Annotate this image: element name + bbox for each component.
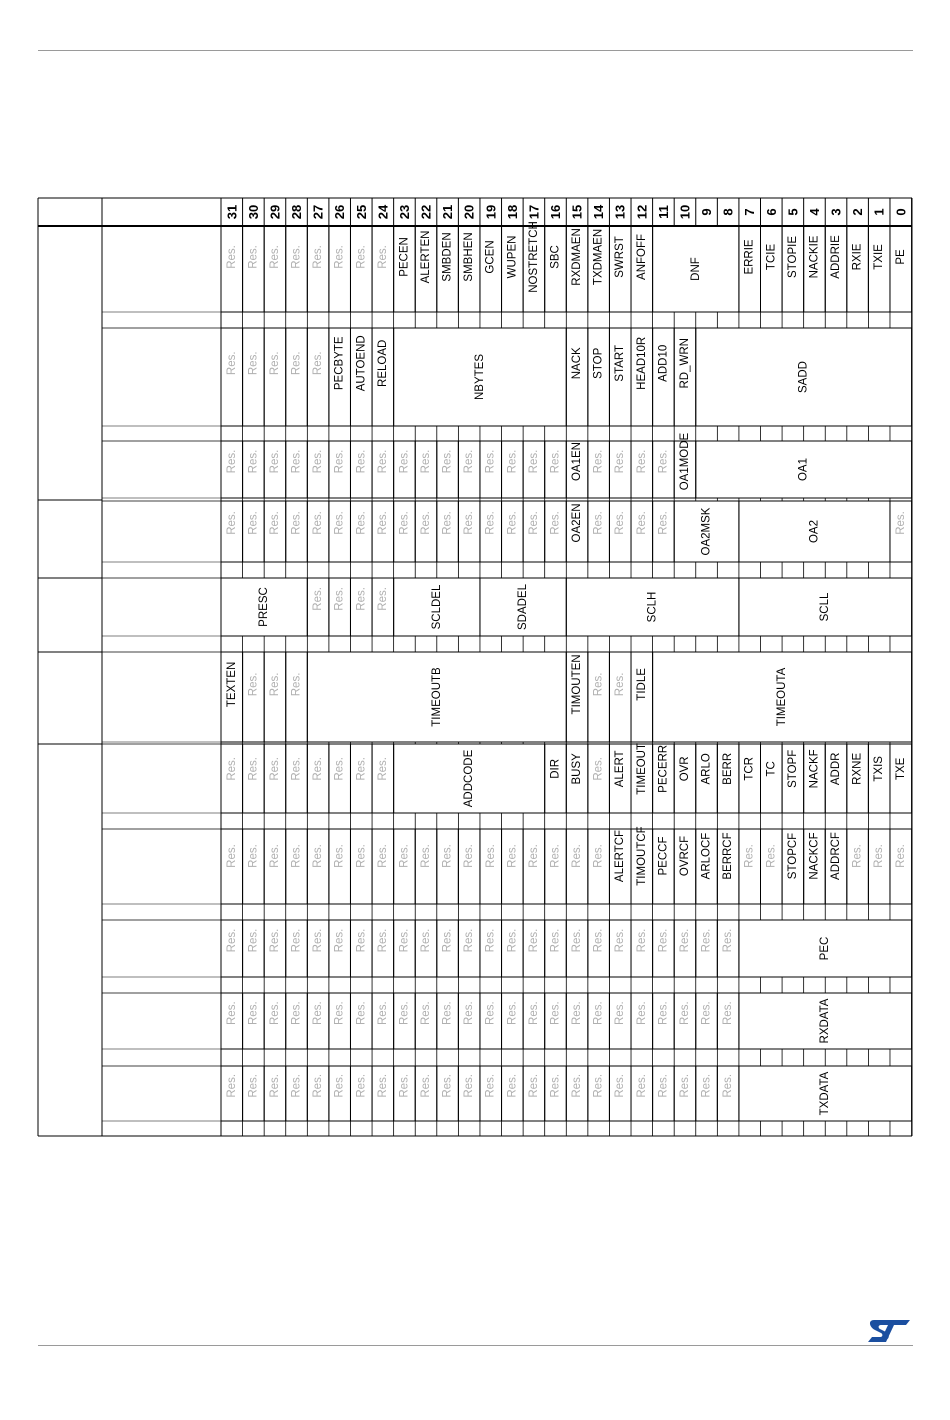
- reserved-label: Res.: [549, 928, 562, 953]
- field-label: AUTOEND: [355, 335, 368, 392]
- field-label: PRESC: [258, 587, 271, 627]
- reserved-label: Res.: [355, 587, 368, 611]
- bit-number: 22: [418, 204, 434, 220]
- bit-number: 14: [591, 204, 607, 220]
- reserved-label: Res.: [333, 928, 346, 953]
- reserved-label: Res.: [333, 245, 346, 269]
- reserved-label: Res.: [571, 1073, 584, 1098]
- reserved-label: Res.: [312, 1001, 325, 1025]
- reserved-field-cell: [307, 328, 329, 426]
- reserved-label: Res.: [549, 1001, 562, 1025]
- bottom-rule: [38, 1345, 913, 1346]
- field-cell: [890, 226, 912, 312]
- reserved-label: Res.: [722, 1073, 735, 1098]
- reserved-label: Res.: [441, 1001, 454, 1025]
- reserved-label: Res.: [722, 1001, 735, 1025]
- reserved-label: Res.: [549, 844, 562, 868]
- bit-number: 13: [612, 204, 628, 220]
- bit-number: 29: [267, 204, 283, 220]
- reserved-label: Res.: [700, 1001, 713, 1025]
- reserved-label: Res.: [225, 928, 238, 953]
- reserved-label: Res.: [376, 511, 389, 535]
- field-label: SDADEL: [517, 583, 530, 631]
- reserved-label: Res.: [722, 928, 735, 953]
- field-label: RD_WRN: [678, 338, 691, 389]
- reserved-label: Res.: [290, 245, 303, 269]
- reserved-label: Res.: [420, 1073, 433, 1098]
- bit-number: 11: [655, 205, 671, 219]
- reserved-label: Res.: [657, 449, 670, 474]
- reserved-label: Res.: [225, 245, 238, 269]
- field-label: ANFOFF: [635, 233, 648, 280]
- field-label: OA2MSK: [700, 507, 713, 556]
- field-label: PE: [894, 249, 907, 265]
- field-label: SADD: [797, 361, 810, 393]
- reserved-label: Res.: [592, 757, 605, 781]
- reserved-label: Res.: [290, 511, 303, 535]
- bit-number: 1: [871, 208, 887, 216]
- field-label: RXIE: [851, 243, 864, 271]
- reserved-label: Res.: [441, 844, 454, 868]
- reserved-label: Res.: [376, 245, 389, 269]
- bit-number: 7: [742, 208, 758, 216]
- reserved-field-cell: [243, 328, 265, 426]
- reserved-label: Res.: [614, 511, 627, 535]
- field-label: PEC: [819, 936, 832, 961]
- reserved-label: Res.: [268, 1001, 281, 1025]
- bit-number: 19: [483, 204, 499, 220]
- reserved-label: Res.: [420, 449, 433, 474]
- reserved-label: Res.: [355, 928, 368, 953]
- reserved-label: Res.: [376, 844, 389, 868]
- bit-number: 6: [763, 208, 779, 216]
- field-label: SWRST: [614, 236, 627, 278]
- reserved-label: Res.: [420, 928, 433, 953]
- field-label: TIMOUTEN: [571, 654, 584, 715]
- bit-number: 31: [224, 204, 240, 220]
- reserved-label: Res.: [463, 844, 476, 868]
- register-row-cr1: [221, 221, 912, 312]
- reserved-label: Res.: [420, 844, 433, 868]
- reserved-label: Res.: [247, 1001, 260, 1025]
- reserved-label: Res.: [312, 351, 325, 376]
- reserved-label: Res.: [247, 672, 260, 697]
- bit-number: 20: [461, 204, 477, 220]
- field-label: ARLOCF: [700, 832, 713, 880]
- reserved-label: Res.: [614, 672, 627, 697]
- bit-number: 18: [504, 204, 520, 220]
- reserved-label: Res.: [506, 511, 519, 535]
- register-row-timingr: [221, 578, 912, 636]
- bit-number: 23: [396, 204, 412, 220]
- reserved-label: Res.: [225, 511, 238, 535]
- register-row-isr: [221, 743, 912, 813]
- st-logo-icon: [866, 1316, 912, 1344]
- reserved-label: Res.: [441, 511, 454, 535]
- field-label: TXDATA: [819, 1071, 832, 1116]
- field-label: BUSY: [571, 753, 584, 785]
- reserved-label: Res.: [592, 928, 605, 953]
- reserved-label: Res.: [290, 1001, 303, 1025]
- field-label: ADDR: [830, 752, 843, 786]
- reserved-label: Res.: [312, 449, 325, 474]
- reserved-label: Res.: [635, 449, 648, 474]
- reserved-label: Res.: [268, 928, 281, 953]
- reserved-label: Res.: [355, 1073, 368, 1098]
- field-label: NACKF: [808, 749, 821, 789]
- bit-number: 27: [310, 204, 326, 220]
- reserved-label: Res.: [290, 672, 303, 697]
- register-row-cr2: [221, 328, 912, 426]
- reserved-field-cell: [221, 328, 243, 426]
- field-label: SCLH: [646, 591, 659, 623]
- field-label: PECBYTE: [333, 336, 346, 391]
- bit-number: 16: [547, 204, 563, 220]
- field-label: ARLO: [700, 753, 713, 785]
- reserved-label: Res.: [333, 757, 346, 781]
- field-label: HEAD10R: [635, 336, 648, 390]
- reserved-label: Res.: [592, 1001, 605, 1025]
- bit-number: 3: [828, 208, 844, 216]
- bit-number: 9: [699, 208, 715, 216]
- reserved-label: Res.: [657, 511, 670, 535]
- field-label: SBC: [549, 245, 562, 269]
- field-label: TCR: [743, 757, 756, 781]
- reserved-label: Res.: [527, 844, 540, 868]
- reserved-label: Res.: [635, 928, 648, 953]
- reserved-label: Res.: [506, 449, 519, 474]
- bit-number: 25: [353, 204, 369, 220]
- reserved-label: Res.: [247, 245, 260, 269]
- reserved-label: Res.: [700, 928, 713, 953]
- field-label: OA2: [808, 519, 821, 544]
- reserved-label: Res.: [549, 449, 562, 474]
- register-row-icr: [221, 826, 912, 904]
- reserved-label: Res.: [484, 928, 497, 953]
- reserved-label: Res.: [614, 449, 627, 474]
- field-label: TIMOUTCF: [635, 826, 648, 886]
- reserved-label: Res.: [420, 511, 433, 535]
- field-label: TEXTEN: [225, 661, 238, 708]
- reserved-label: Res.: [225, 1073, 238, 1098]
- reserved-label: Res.: [484, 1001, 497, 1025]
- reserved-label: Res.: [441, 1073, 454, 1098]
- reserved-label: Res.: [635, 1073, 648, 1098]
- reserved-label: Res.: [851, 844, 864, 868]
- field-label: TCIE: [765, 243, 778, 271]
- bit-number: 28: [289, 204, 305, 220]
- field-label: STOP: [592, 347, 605, 379]
- field-label: RXNE: [851, 752, 864, 785]
- bit-number: 30: [245, 204, 261, 220]
- reserved-label: Res.: [657, 1073, 670, 1098]
- field-label: OA1MODE: [678, 432, 691, 491]
- field-label: PECERR: [657, 744, 670, 793]
- reserved-label: Res.: [247, 449, 260, 474]
- register-row-pecr: [221, 920, 912, 977]
- reserved-label: Res.: [376, 1073, 389, 1098]
- field-cell: [761, 744, 783, 813]
- reserved-label: Res.: [225, 1001, 238, 1025]
- reserved-label: Res.: [420, 1001, 433, 1025]
- reserved-label: Res.: [290, 1073, 303, 1098]
- reserved-label: Res.: [635, 1001, 648, 1025]
- reserved-label: Res.: [484, 449, 497, 474]
- reserved-label: Res.: [657, 1001, 670, 1025]
- field-label: OVRCF: [678, 835, 691, 877]
- reserved-label: Res.: [290, 351, 303, 376]
- reserved-label: Res.: [290, 757, 303, 781]
- reserved-label: Res.: [398, 511, 411, 535]
- reserved-label: Res.: [268, 449, 281, 474]
- field-label: OA1EN: [571, 442, 584, 482]
- bit-number: 2: [850, 208, 866, 216]
- reserved-label: Res.: [247, 844, 260, 868]
- reserved-label: Res.: [312, 587, 325, 611]
- field-label: PECCF: [657, 836, 670, 876]
- field-label: STOPIE: [786, 235, 799, 278]
- reserved-label: Res.: [700, 1073, 713, 1098]
- reserved-label: Res.: [376, 587, 389, 611]
- register-row-txdr: [221, 1066, 912, 1121]
- bit-number: 5: [785, 208, 801, 216]
- field-label: DIR: [549, 758, 562, 779]
- reserved-label: Res.: [355, 511, 368, 535]
- reserved-label: Res.: [592, 672, 605, 697]
- reserved-label: Res.: [398, 1001, 411, 1025]
- reserved-label: Res.: [355, 449, 368, 474]
- reserved-label: Res.: [333, 1073, 346, 1098]
- reserved-label: Res.: [333, 587, 346, 611]
- bit-number: 8: [720, 208, 736, 216]
- reserved-label: Res.: [527, 928, 540, 953]
- reserved-label: Res.: [376, 757, 389, 781]
- field-label: SCLDEL: [430, 584, 443, 630]
- reserved-label: Res.: [571, 1001, 584, 1025]
- bit-number: 10: [677, 204, 693, 220]
- reserved-label: Res.: [873, 844, 886, 868]
- reserved-label: Res.: [268, 511, 281, 535]
- reserved-label: Res.: [894, 511, 907, 535]
- field-label: ERRIE: [743, 239, 756, 275]
- reserved-label: Res.: [743, 844, 756, 868]
- field-label: ADDRIE: [830, 235, 843, 279]
- field-label: OA1: [797, 457, 810, 482]
- reserved-label: Res.: [247, 351, 260, 376]
- bit-number: 4: [806, 208, 822, 216]
- reserved-label: Res.: [312, 757, 325, 781]
- reserved-label: Res.: [506, 1073, 519, 1098]
- field-label: TXDMAEN: [592, 228, 605, 286]
- reserved-label: Res.: [614, 928, 627, 953]
- reserved-label: Res.: [355, 844, 368, 868]
- reserved-label: Res.: [614, 1073, 627, 1098]
- reserved-label: Res.: [657, 928, 670, 953]
- reserved-label: Res.: [463, 449, 476, 474]
- field-label: ALERT: [614, 750, 627, 788]
- field-label: TIMEOUT: [635, 742, 648, 795]
- register-row-timeoutr: [221, 652, 912, 742]
- reserved-label: Res.: [894, 844, 907, 868]
- reserved-label: Res.: [484, 844, 497, 868]
- reserved-label: Res.: [225, 351, 238, 376]
- reserved-label: Res.: [484, 1073, 497, 1098]
- reserved-label: Res.: [312, 245, 325, 269]
- field-label: RELOAD: [376, 339, 389, 387]
- field-label: ADDRCF: [830, 832, 843, 880]
- field-label: NACKCF: [808, 832, 821, 880]
- reserved-label: Res.: [527, 1001, 540, 1025]
- reserved-label: Res.: [355, 1001, 368, 1025]
- reserved-label: Res.: [506, 844, 519, 868]
- field-label: TIMEOUTB: [430, 667, 443, 727]
- field-label: TIDLE: [635, 668, 648, 701]
- bit-number: 24: [375, 204, 391, 220]
- reserved-label: Res.: [225, 844, 238, 868]
- field-label: SMBHEN: [463, 232, 476, 282]
- reserved-label: Res.: [592, 844, 605, 868]
- reserved-label: Res.: [398, 1073, 411, 1098]
- reserved-label: Res.: [484, 511, 497, 535]
- field-label: ADDCODE: [463, 749, 476, 808]
- field-label: NACKIE: [808, 235, 821, 279]
- field-label: STOPCF: [786, 832, 799, 880]
- reserved-label: Res.: [678, 1073, 691, 1098]
- field-label: BERR: [722, 752, 735, 785]
- reserved-label: Res.: [333, 844, 346, 868]
- field-label: SCLL: [819, 592, 832, 622]
- reserved-label: Res.: [678, 1001, 691, 1025]
- reserved-label: Res.: [635, 511, 648, 535]
- field-label: NACK: [571, 347, 584, 380]
- reserved-label: Res.: [463, 928, 476, 953]
- register-row-oar1: [221, 432, 912, 498]
- reserved-label: Res.: [376, 449, 389, 474]
- reserved-label: Res.: [268, 844, 281, 868]
- reserved-label: Res.: [312, 1073, 325, 1098]
- reserved-label: Res.: [398, 844, 411, 868]
- reserved-label: Res.: [463, 1001, 476, 1025]
- reserved-label: Res.: [398, 449, 411, 474]
- reserved-label: Res.: [355, 245, 368, 269]
- reserved-label: Res.: [225, 449, 238, 474]
- field-label: WUPEN: [506, 235, 519, 279]
- field-label: RXDATA: [819, 998, 832, 1044]
- reserved-field-cell: [264, 328, 286, 426]
- reserved-label: Res.: [592, 1073, 605, 1098]
- reserved-label: Res.: [333, 511, 346, 535]
- reserved-label: Res.: [247, 928, 260, 953]
- reserved-label: Res.: [614, 1001, 627, 1025]
- reserved-label: Res.: [333, 1001, 346, 1025]
- register-row-rxdr: [221, 993, 912, 1049]
- reserved-label: Res.: [376, 928, 389, 953]
- reserved-label: Res.: [441, 928, 454, 953]
- bit-number: 15: [569, 204, 585, 220]
- reserved-label: Res.: [549, 1073, 562, 1098]
- reserved-label: Res.: [527, 511, 540, 535]
- bit-number: 0: [893, 208, 909, 216]
- reserved-label: Res.: [527, 449, 540, 474]
- field-label: OVR: [678, 756, 691, 782]
- field-label: TXIS: [873, 756, 886, 782]
- reserved-label: Res.: [312, 511, 325, 535]
- reserved-label: Res.: [765, 844, 778, 868]
- reserved-field-cell: [286, 328, 308, 426]
- reserved-label: Res.: [247, 511, 260, 535]
- reserved-label: Res.: [268, 351, 281, 376]
- reserved-label: Res.: [268, 672, 281, 697]
- reserved-label: Res.: [571, 844, 584, 868]
- field-label: STOPF: [786, 749, 799, 788]
- field-label: DNF: [689, 257, 702, 281]
- field-label: NBYTES: [473, 353, 486, 401]
- field-label: START: [614, 344, 627, 382]
- reserved-label: Res.: [506, 1001, 519, 1025]
- reserved-label: Res.: [290, 449, 303, 474]
- reserved-label: Res.: [247, 757, 260, 781]
- field-label: TXIE: [873, 244, 886, 270]
- reserved-label: Res.: [268, 757, 281, 781]
- field-label: TXE: [894, 757, 907, 781]
- reserved-label: Res.: [463, 1073, 476, 1098]
- bit-number: 12: [634, 204, 650, 220]
- reserved-label: Res.: [592, 449, 605, 474]
- reserved-label: Res.: [247, 1073, 260, 1098]
- register-row-oar2: [221, 501, 912, 562]
- reserved-label: Res.: [333, 449, 346, 474]
- field-label: GCEN: [484, 240, 497, 274]
- reserved-label: Res.: [355, 757, 368, 781]
- field-label: SMBDEN: [441, 232, 454, 282]
- field-label: ALERTEN: [420, 230, 433, 284]
- reserved-label: Res.: [312, 844, 325, 868]
- reserved-label: Res.: [678, 928, 691, 953]
- reserved-label: Res.: [592, 511, 605, 535]
- reserved-label: Res.: [225, 757, 238, 781]
- bit-number: 17: [526, 204, 542, 220]
- field-label: TIMEOUTA: [776, 667, 789, 727]
- field-label: ADD10: [657, 344, 670, 382]
- reserved-label: Res.: [268, 1073, 281, 1098]
- field-label: OA2EN: [571, 503, 584, 543]
- reserved-label: Res.: [312, 928, 325, 953]
- reserved-label: Res.: [441, 449, 454, 474]
- reserved-label: Res.: [268, 245, 281, 269]
- reserved-label: Res.: [290, 928, 303, 953]
- reserved-label: Res.: [398, 928, 411, 953]
- field-label: PECEN: [398, 237, 411, 277]
- reserved-label: Res.: [527, 1073, 540, 1098]
- reserved-label: Res.: [549, 511, 562, 535]
- bit-number: 21: [440, 204, 456, 220]
- field-label: TC: [765, 761, 778, 777]
- field-label: BERRCF: [722, 832, 735, 880]
- reserved-label: Res.: [290, 844, 303, 868]
- field-label: RXDMAEN: [571, 228, 584, 286]
- bit-number: 26: [332, 204, 348, 220]
- reserved-label: Res.: [506, 928, 519, 953]
- reserved-label: Res.: [376, 1001, 389, 1025]
- reserved-label: Res.: [571, 928, 584, 953]
- field-label: ALERTCF: [614, 829, 627, 883]
- reserved-label: Res.: [463, 511, 476, 535]
- field-label: NOSTRETCH: [527, 221, 540, 293]
